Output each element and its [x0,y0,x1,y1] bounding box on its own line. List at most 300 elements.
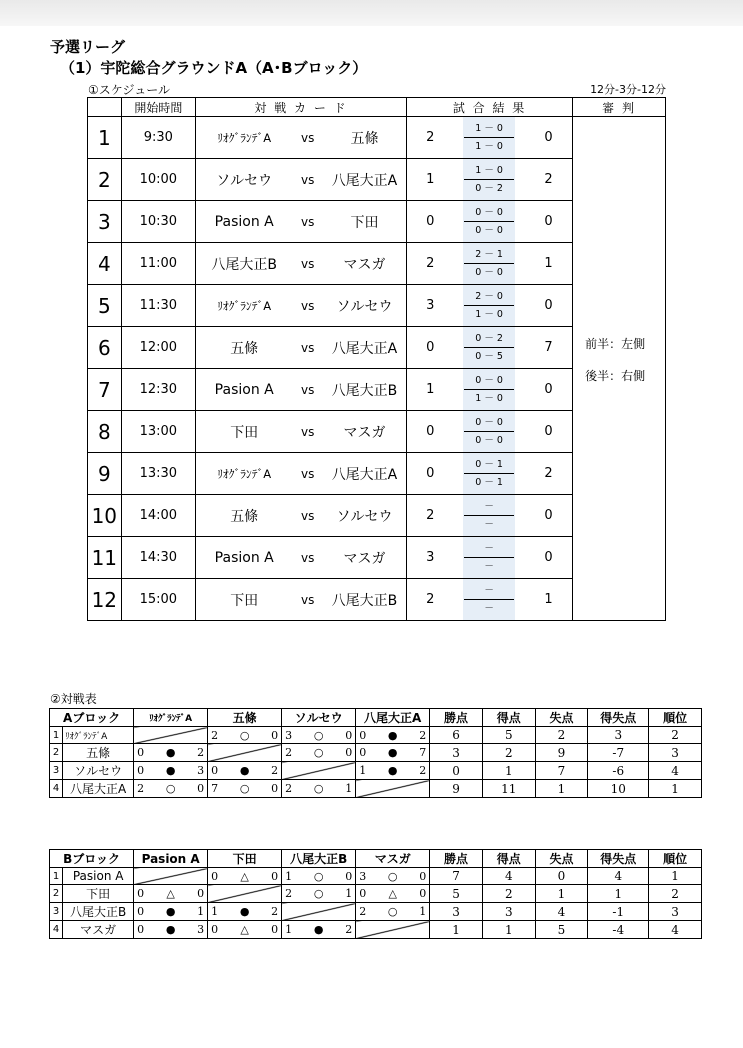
half-scores [453,369,524,411]
team-index: 2 [50,885,63,903]
goals-for: 3 [285,728,293,742]
goals-against: 2 [271,905,279,918]
match-number: 7 [88,369,122,411]
result-mark: ● [239,764,250,777]
goals-against: 0 [345,746,353,759]
result-mark: ○ [387,869,398,883]
first-half-score: － [484,542,494,554]
away-score: 0 [525,495,573,537]
team-stat: 2 [649,727,702,744]
half-score-fraction [463,416,514,447]
match-number: 3 [88,201,122,243]
goals-against: 1 [419,905,427,918]
away-score: 0 [525,201,573,243]
vs-label: vs [292,159,323,201]
opponent-header: マスガ [356,850,430,868]
fraction-line [464,389,514,390]
result-content [282,887,355,900]
team-index: 4 [50,921,63,939]
team-stat: 5 [430,885,483,903]
home-team: 下田 [196,579,293,621]
header-result: 試 合 結 果 [407,98,573,117]
team-stat: 1 [588,885,649,903]
stat-header: 失点 [535,709,588,727]
result-content [282,746,355,759]
team-stat: 4 [482,868,535,885]
goals-for: 0 [137,923,145,936]
header-start-time: 開始時間 [121,98,195,117]
vs-label: vs [292,411,323,453]
goals-for: 1 [359,764,367,777]
half-scores [453,285,524,327]
match-result-cell [282,885,356,903]
vs-label: vs [292,243,323,285]
second-half-score: 0 － 0 [475,224,503,236]
team-stat: 3 [430,744,483,762]
home-team: Pasion A [196,369,293,411]
result-mark: ● [165,905,176,918]
home-score: 1 [407,159,454,201]
team-stat: 1 [649,780,702,798]
match-result-cell [134,921,208,939]
match-result-cell [208,868,282,885]
first-half-score: 0 － 0 [475,374,503,386]
match-result-cell [282,727,356,744]
team-stat: -1 [588,903,649,921]
home-team: 五條 [196,327,293,369]
home-team: 下田 [196,411,293,453]
fraction-line [464,431,514,432]
result-content [356,887,429,900]
referee-first-half: 前半：左側 [585,337,646,351]
half-scores [453,243,524,285]
result-content [134,764,207,777]
result-content [134,887,207,900]
home-team: ソルセウ [196,159,293,201]
goals-against: 2 [419,728,427,742]
result-mark: ○ [387,905,398,918]
away-team: 下田 [323,201,407,243]
home-score: 0 [407,411,454,453]
home-score: 2 [407,579,454,621]
first-half-score: 1 － 0 [475,164,503,176]
match-result-cell [282,868,356,885]
team-name: Pasion A [63,868,134,885]
result-content [356,764,429,777]
team-stat: 1 [482,921,535,939]
result-content [282,729,355,742]
opponent-header: 下田 [208,850,282,868]
match-time: 12:00 [121,327,195,369]
self-match-cell [208,744,282,762]
referee-cell [573,117,666,621]
result-mark: ● [239,905,250,918]
first-half-score: 0 － 1 [475,458,503,470]
team-name: 八尾大正A [63,780,134,798]
fraction-line [464,179,514,180]
result-mark: △ [388,887,397,900]
match-row [88,117,666,159]
self-match-cell [356,921,430,939]
home-team: Pasion A [196,537,293,579]
half-score-fraction [463,164,514,195]
team-stat: 11 [482,780,535,798]
result-mark: ● [165,764,176,777]
second-half-score: 0 － 1 [475,476,503,488]
match-result-cell [134,762,208,780]
team-stat: 1 [430,921,483,939]
team-index: 3 [50,903,63,921]
match-result-cell [356,903,430,921]
vs-label: vs [292,327,323,369]
match-time: 11:30 [121,285,195,327]
half-score-fraction [463,122,514,153]
first-half-score: － [484,584,494,596]
result-mark: ● [387,764,398,777]
team-stat: 1 [535,780,588,798]
second-half-score: 0 － 2 [475,182,503,194]
matrix-row [50,903,702,921]
half-scores [453,537,524,579]
goals-for: 2 [285,746,293,759]
matrix-row [50,744,702,762]
goals-against: 7 [419,746,427,759]
result-content [134,782,207,795]
page-heading: 予選リーグ [50,38,126,56]
home-team: ﾘｵｸﾞﾗﾝﾃﾞA [196,285,293,327]
goals-for: 0 [137,905,145,918]
fraction-line [464,137,514,138]
match-time: 10:00 [121,159,195,201]
team-stat: -4 [588,921,649,939]
vs-label: vs [292,579,323,621]
first-half-score: 0 － 2 [475,332,503,344]
team-stat: 0 [535,868,588,885]
matrix-header-row [50,850,702,868]
team-index: 1 [50,868,63,885]
second-half-score: 1 － 0 [475,308,503,320]
half-score-fraction [463,500,514,531]
vs-label: vs [292,453,323,495]
match-result-cell [356,744,430,762]
team-stat: 1 [482,762,535,780]
half-scores [453,411,524,453]
stat-header: 得失点 [588,709,649,727]
half-score-fraction [463,542,514,573]
result-content [356,870,429,883]
home-score: 0 [407,327,454,369]
half-score-fraction [463,248,514,279]
goals-against: 0 [271,728,279,742]
match-number: 5 [88,285,122,327]
match-result-cell [208,780,282,798]
matrix-row [50,921,702,939]
half-scores [453,495,524,537]
team-index: 4 [50,780,63,798]
stat-header: 得点 [482,709,535,727]
team-stat: -7 [588,744,649,762]
match-result-cell [356,885,430,903]
second-half-score: － [484,602,494,614]
goals-for: 2 [137,782,145,795]
matrix-title: ②対戦表 [50,692,97,706]
result-content [208,782,281,795]
team-stat: 7 [430,868,483,885]
second-half-score: － [484,560,494,572]
team-index: 2 [50,744,63,762]
second-half-score: 1 － 0 [475,392,503,404]
self-match-cell [356,780,430,798]
goals-against: 3 [197,764,205,777]
match-number: 12 [88,579,122,621]
away-team: マスガ [323,243,407,285]
match-number: 4 [88,243,122,285]
away-team: マスガ [323,411,407,453]
half-scores [453,201,524,243]
goals-against: 2 [345,923,353,936]
home-score: 2 [407,495,454,537]
goals-for: 0 [137,764,145,777]
goals-against: 0 [271,923,279,936]
match-time: 10:30 [121,201,195,243]
result-content [134,923,207,936]
match-result-cell [282,780,356,798]
result-mark: ○ [313,887,324,900]
away-team: マスガ [323,537,407,579]
team-stat: 3 [430,903,483,921]
viewer-top-bar [0,0,743,26]
schedule-table [87,97,666,621]
team-stat: 3 [649,744,702,762]
result-content [208,905,281,918]
team-stat: 5 [482,727,535,744]
result-content [208,923,281,936]
team-stat: 4 [649,762,702,780]
away-team: 八尾大正A [323,453,407,495]
vs-label: vs [292,201,323,243]
away-team: ソルセウ [323,285,407,327]
match-result-cell [282,744,356,762]
result-content [208,764,281,777]
result-content [356,729,429,742]
matrix-row [50,868,702,885]
block-label: Aブロック [50,709,134,727]
half-scores [453,159,524,201]
result-mark: ○ [239,728,250,742]
match-result-cell [208,903,282,921]
fraction-line [464,557,514,558]
result-content [134,905,207,918]
matrix-row [50,762,702,780]
goals-against: 3 [197,923,205,936]
first-half-score: 0 － 0 [475,206,503,218]
goals-for: 0 [211,923,219,936]
home-score: 2 [407,243,454,285]
home-team: ﾘｵｸﾞﾗﾝﾃﾞA [196,453,293,495]
first-half-score: 0 － 0 [475,416,503,428]
team-name: 五條 [63,744,134,762]
away-score: 0 [525,411,573,453]
goals-for: 0 [137,746,145,759]
header-no [88,98,122,117]
goals-against: 0 [419,887,427,900]
goals-against: 2 [271,764,279,777]
away-team: 八尾大正B [323,579,407,621]
goals-for: 0 [211,764,219,777]
block-a-table [49,708,702,798]
team-name: 八尾大正B [63,903,134,921]
fraction-line [464,305,514,306]
away-score: 1 [525,243,573,285]
goals-against: 0 [345,869,353,883]
block-b-table [49,849,702,939]
result-mark: ○ [313,869,324,883]
stat-header: 順位 [649,850,702,868]
goals-for: 2 [285,782,293,795]
match-result-cell [134,885,208,903]
goals-for: 0 [211,869,219,883]
team-stat: 9 [430,780,483,798]
home-score: 1 [407,369,454,411]
result-content [282,923,355,936]
opponent-header: 五條 [208,709,282,727]
half-scores [453,117,524,159]
team-stat: 7 [535,762,588,780]
half-score-fraction [463,458,514,489]
stat-header: 勝点 [430,850,483,868]
match-time: 12:30 [121,369,195,411]
match-result-cell [208,921,282,939]
team-stat: 3 [649,903,702,921]
stat-header: 勝点 [430,709,483,727]
half-score-fraction [463,374,514,405]
team-index: 1 [50,727,63,744]
block-label: Bブロック [50,850,134,868]
venue-title: （1）宇陀総合グラウンドA（A･Bブロック） [60,59,368,77]
result-mark: ● [313,923,324,936]
result-content [208,870,281,883]
goals-for: 2 [285,887,293,900]
self-match-cell [282,762,356,780]
goals-against: 2 [419,764,427,777]
second-half-score: 0 － 0 [475,434,503,446]
stat-header: 得失点 [588,850,649,868]
match-number: 9 [88,453,122,495]
team-name: ソルセウ [63,762,134,780]
home-team: 五條 [196,495,293,537]
match-number: 2 [88,159,122,201]
result-content [356,905,429,918]
match-result-cell [356,727,430,744]
goals-against: 1 [345,887,353,900]
header-referee: 審 判 [573,98,666,117]
second-half-score: 0 － 0 [475,266,503,278]
goals-against: 2 [197,746,205,759]
team-index: 3 [50,762,63,780]
away-team: 五條 [323,117,407,159]
goals-against: 0 [271,869,279,883]
self-match-cell [134,868,208,885]
goals-against: 0 [345,728,353,742]
header-match-card: 対 戦 カ ー ド [196,98,407,117]
result-mark: △ [240,923,249,936]
schedule-title: ①スケジュール [88,83,171,97]
goals-for: 0 [137,887,145,900]
match-time: 15:00 [121,579,195,621]
match-number: 8 [88,411,122,453]
match-time: 9:30 [121,117,195,159]
match-time: 13:30 [121,453,195,495]
half-score-fraction [463,206,514,237]
vs-label: vs [292,537,323,579]
team-stat: 2 [649,885,702,903]
goals-against: 0 [271,782,279,795]
team-stat: 4 [588,868,649,885]
opponent-header: ﾘｵｸﾞﾗﾝﾃﾞA [134,709,208,727]
team-stat: 6 [430,727,483,744]
vs-label: vs [292,117,323,159]
team-stat: 2 [482,885,535,903]
half-scores [453,579,524,621]
result-mark: △ [166,887,175,900]
opponent-header: 八尾大正B [282,850,356,868]
fraction-line [464,599,514,600]
half-scores [453,327,524,369]
matrix-row [50,780,702,798]
match-result-cell [134,744,208,762]
schedule-header-row [88,98,666,117]
home-team: Pasion A [196,201,293,243]
goals-for: 0 [359,746,367,759]
match-number: 11 [88,537,122,579]
goals-for: 1 [285,869,293,883]
match-result-cell [134,903,208,921]
stat-header: 失点 [535,850,588,868]
away-score: 2 [525,453,573,495]
team-name: ﾘｵｸﾞﾗﾝﾃﾞA [63,727,134,744]
second-half-score: 0 － 5 [475,350,503,362]
goals-against: 0 [197,887,205,900]
fraction-line [464,221,514,222]
away-team: ソルセウ [323,495,407,537]
first-half-score: － [484,500,494,512]
matrix-row [50,885,702,903]
goals-for: 1 [285,923,293,936]
fraction-line [464,347,514,348]
goals-against: 1 [197,905,205,918]
match-result-cell [208,727,282,744]
home-team: 八尾大正B [196,243,293,285]
result-mark: ● [165,746,176,759]
result-mark: ● [387,746,398,759]
away-score: 0 [525,537,573,579]
match-result-cell [134,780,208,798]
time-format-note: 12分-3分-12分 [590,83,666,96]
goals-against: 0 [419,869,427,883]
home-score: 3 [407,285,454,327]
result-content [282,782,355,795]
team-stat: 5 [535,921,588,939]
first-half-score: 2 － 0 [475,290,503,302]
away-team: 八尾大正A [323,327,407,369]
referee-box [573,117,665,620]
half-scores [453,453,524,495]
home-team: ﾘｵｸﾞﾗﾝﾃﾞA [196,117,293,159]
away-team: 八尾大正B [323,369,407,411]
team-stat: 4 [649,921,702,939]
referee-second-half: 後半：右側 [585,369,646,383]
away-score: 0 [525,369,573,411]
